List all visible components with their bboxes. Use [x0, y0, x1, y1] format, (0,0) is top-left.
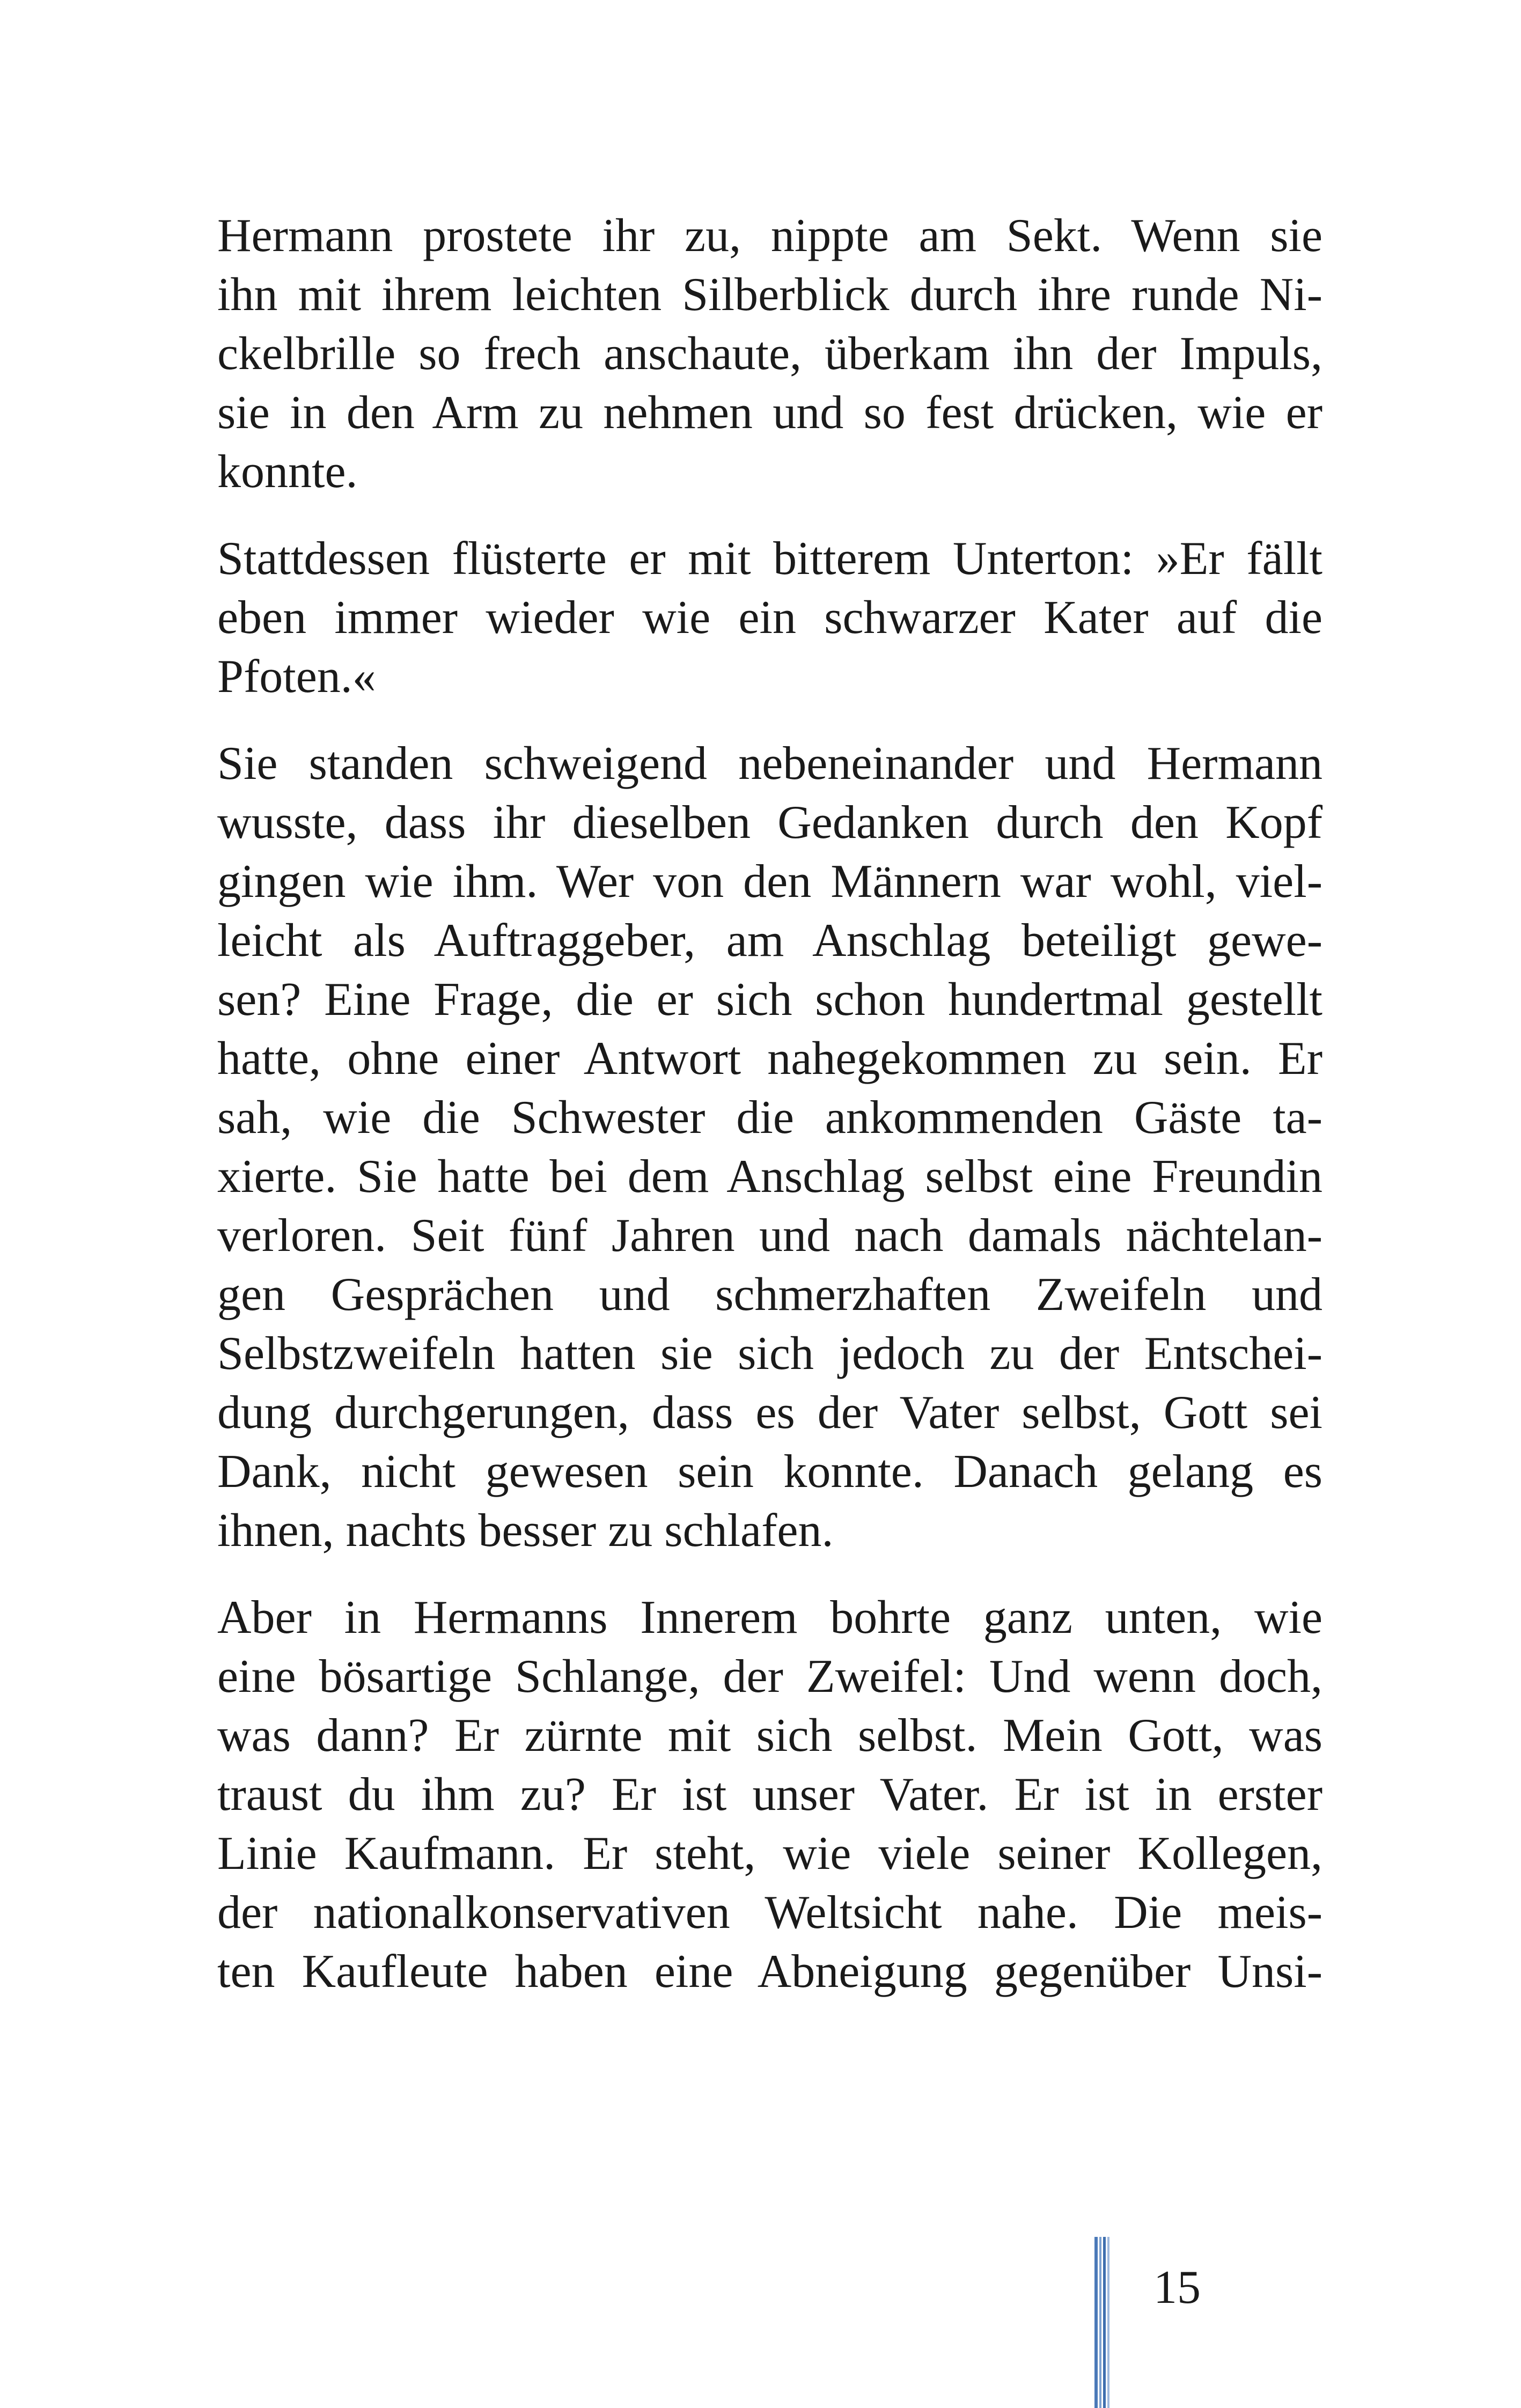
text-line: Sie standen schweigend nebeneinander und Hermann — [217, 738, 1322, 790]
text-line: Aber in Hermanns Innerem bohrte ganz unten, wie — [217, 1592, 1322, 1644]
footer-rule-bar — [1103, 2237, 1106, 2408]
text-line: sah, wie die Schwester die ankommenden Gäste ta- — [217, 1092, 1322, 1144]
text-line: dung durchgerungen, dass es der Vater selbst, Gott sei — [217, 1387, 1322, 1439]
footer-rule-bar — [1099, 2237, 1101, 2408]
text-line: Dank, nicht gewesen sein konnte. Danach gelang es — [217, 1446, 1322, 1498]
text-line: sen? Eine Frage, die er sich schon hundertmal gestellt — [217, 974, 1322, 1026]
text-line: gen Gesprächen und schmerzhaften Zweifeln und — [217, 1269, 1322, 1321]
text-line: eben immer wieder wie ein schwarzer Kater auf die — [217, 592, 1322, 644]
footer-decorative-rule — [1094, 2237, 1111, 2408]
paragraph — [217, 207, 1322, 502]
text-line: ihnen, nachts besser zu schlafen. — [217, 1505, 834, 1557]
text-line: Stattdessen flüsterte er mit bitterem Unterton: »Er fällt — [217, 533, 1322, 585]
text-line: Hermann prostete ihr zu, nippte am Sekt. Wenn sie — [217, 210, 1322, 262]
text-line: traust du ihm zu? Er ist unser Vater. Er ist in erster — [217, 1769, 1322, 1821]
text-line: ckelbrille so frech anschaute, überkam ihn der Impuls, — [217, 328, 1322, 380]
footer-rule-bar — [1107, 2237, 1109, 2408]
text-line: Linie Kaufmann. Er steht, wie viele seiner Kollegen, — [217, 1828, 1322, 1880]
text-line: der nationalkonservativen Weltsicht nahe. Die meis- — [217, 1887, 1322, 1939]
page-number: 15 — [1153, 2262, 1201, 2314]
text-line: wusste, dass ihr dieselben Gedanken durch den Kopf — [217, 797, 1322, 849]
paragraph — [217, 1588, 1322, 2001]
body-text — [217, 207, 1322, 2029]
text-line: Selbstzweifeln hatten sie sich jedoch zu der Entschei- — [217, 1328, 1322, 1380]
text-line: eine bösartige Schlange, der Zweifel: Und wenn doch, — [217, 1651, 1322, 1703]
text-line: ihn mit ihrem leichten Silberblick durch ihre runde Ni- — [217, 269, 1322, 321]
paragraph — [217, 734, 1322, 1560]
text-line: Pfoten.« — [217, 651, 376, 703]
footer-rule-bar — [1094, 2237, 1098, 2408]
text-line: hatte, ohne einer Antwort nahegekommen zu sein. Er — [217, 1033, 1322, 1085]
text-line: verloren. Seit fünf Jahren und nach damals nächtelan- — [217, 1210, 1322, 1262]
text-line: ten Kaufleute haben eine Abneigung gegenüber Unsi- — [217, 1946, 1322, 1998]
text-line: konnte. — [217, 446, 358, 498]
paragraph — [217, 529, 1322, 706]
text-line: was dann? Er zürnte mit sich selbst. Mein Gott, was — [217, 1710, 1322, 1762]
text-line: leicht als Auftraggeber, am Anschlag beteiligt gewe- — [217, 915, 1322, 967]
text-line: xierte. Sie hatte bei dem Anschlag selbst eine Freundin — [217, 1151, 1322, 1203]
text-line: sie in den Arm zu nehmen und so fest drücken, wie er — [217, 387, 1322, 439]
text-line: gingen wie ihm. Wer von den Männern war wohl, viel- — [217, 856, 1322, 908]
